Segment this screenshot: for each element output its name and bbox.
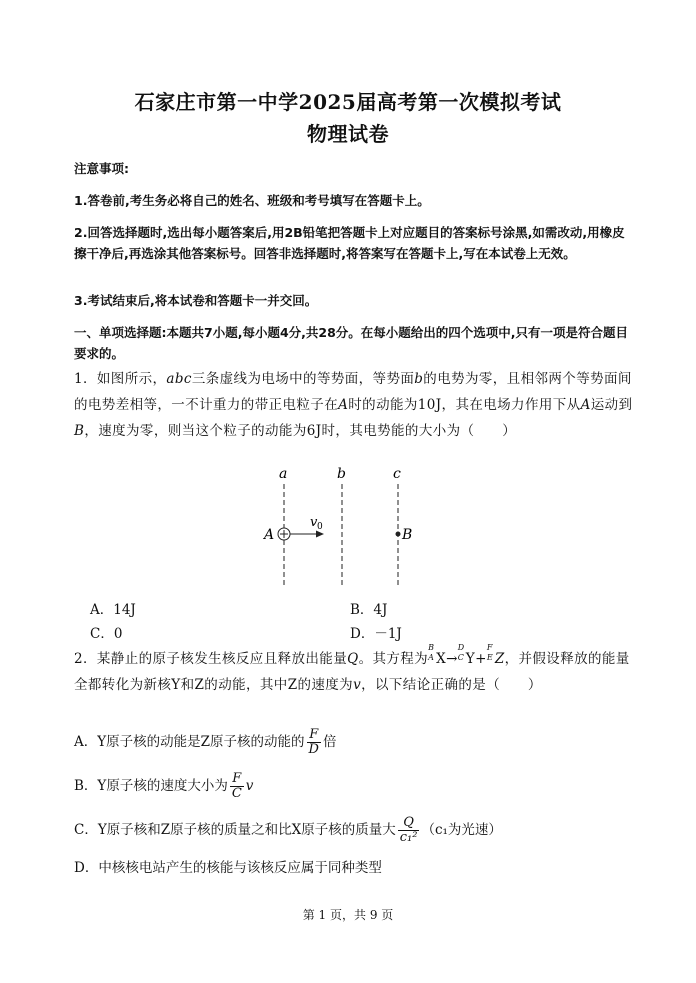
question-2-stem: 2．某静止的原子核发生核反应且释放出能量Q。其方程为 B A X→ D C Y+ F E Z，并假设释放的能量全都转化为新核Y和Z的动能，其中Z的速度为v，以下结论正确的是（ ） bbox=[74, 643, 630, 693]
nucleus-X: B A X bbox=[428, 643, 447, 667]
section-heading: 一、单项选择题:本题共7小题,每小题4分,共28分。在每小题给出的四个选项中,只有一项是符合题目要求的。 bbox=[74, 325, 629, 361]
note-item-3: 3.考试结束后,将本试卷和答题卡一并交回。 bbox=[74, 293, 318, 308]
fraction-Q-c1sq: $\frac{Q}{\text{c₁²}}$ bbox=[399, 815, 418, 845]
point-B-label: B bbox=[402, 527, 413, 543]
velocity-label: v bbox=[310, 515, 318, 530]
page-footer: 第 1 页，共 9 页 bbox=[302, 908, 394, 922]
q2-option-c: C．Y原子核和Z原子核的质量之和比X原子核的质量大 $\frac{Q}{\text{c₁²}}$ （c₁为光速） bbox=[74, 815, 502, 845]
point-A-label: A bbox=[264, 527, 275, 543]
label-c: c bbox=[393, 466, 401, 482]
q2-option-b: B．Y原子核的速度大小为 $\frac{F}{C}$ v bbox=[74, 771, 254, 801]
note-item-1: 1.答卷前,考生务必将自己的姓名、班级和考号填写在答题卡上。 bbox=[74, 193, 430, 208]
question-1-stem: 1．如图所示，abc三条虚线为电场中的等势面，等势面b的电势为零，且相邻两个等势面间的电势差相等，一不计重力的带正电粒子在A时的动能为10J，其在电场力作用下从A运动到B，速度为零，则当这个粒子的动能为6J时，其电势能的大小为（ ） bbox=[74, 371, 633, 439]
q1-option-c: C．0 bbox=[90, 626, 123, 642]
fraction-F-C: $\frac{F}{C}$ bbox=[231, 771, 242, 801]
page-title: 石家庄市第一中学2025届高考第一次模拟考试 bbox=[134, 90, 562, 114]
fraction-F-D: $\frac{F}{D}$ bbox=[308, 727, 319, 757]
q2-option-a: A．Y原子核的动能是Z原子核的动能的 $\frac{F}{D}$ 倍 bbox=[74, 727, 337, 757]
label-b: b bbox=[337, 466, 346, 482]
label-a: a bbox=[279, 466, 288, 482]
q1-option-b: B．4J bbox=[350, 602, 388, 618]
velocity-subscript: 0 bbox=[317, 522, 323, 532]
nucleus-Z: F E Z bbox=[486, 643, 505, 667]
q1-option-a: A．14J bbox=[90, 602, 136, 618]
q1-option-d: D．－1J bbox=[350, 626, 402, 642]
equipotential-figure bbox=[250, 462, 430, 590]
nucleus-Y: D C Y bbox=[457, 643, 476, 667]
q2-option-d: D．中核核电站产生的核能与该核反应属于同种类型 bbox=[74, 860, 382, 876]
note-item-2: 2.回答选择题时,选出每小题答案后,用2B铅笔把答题卡上对应题目的答案标号涂黑,如需改动,用橡皮擦干净后,再选涂其他答案标号。回答非选择题时,将答案写在答题卡上,写在本试卷上无效。 bbox=[74, 225, 625, 261]
notes-heading: 注意事项: bbox=[74, 161, 129, 176]
page-subtitle: 物理试卷 bbox=[307, 122, 389, 146]
